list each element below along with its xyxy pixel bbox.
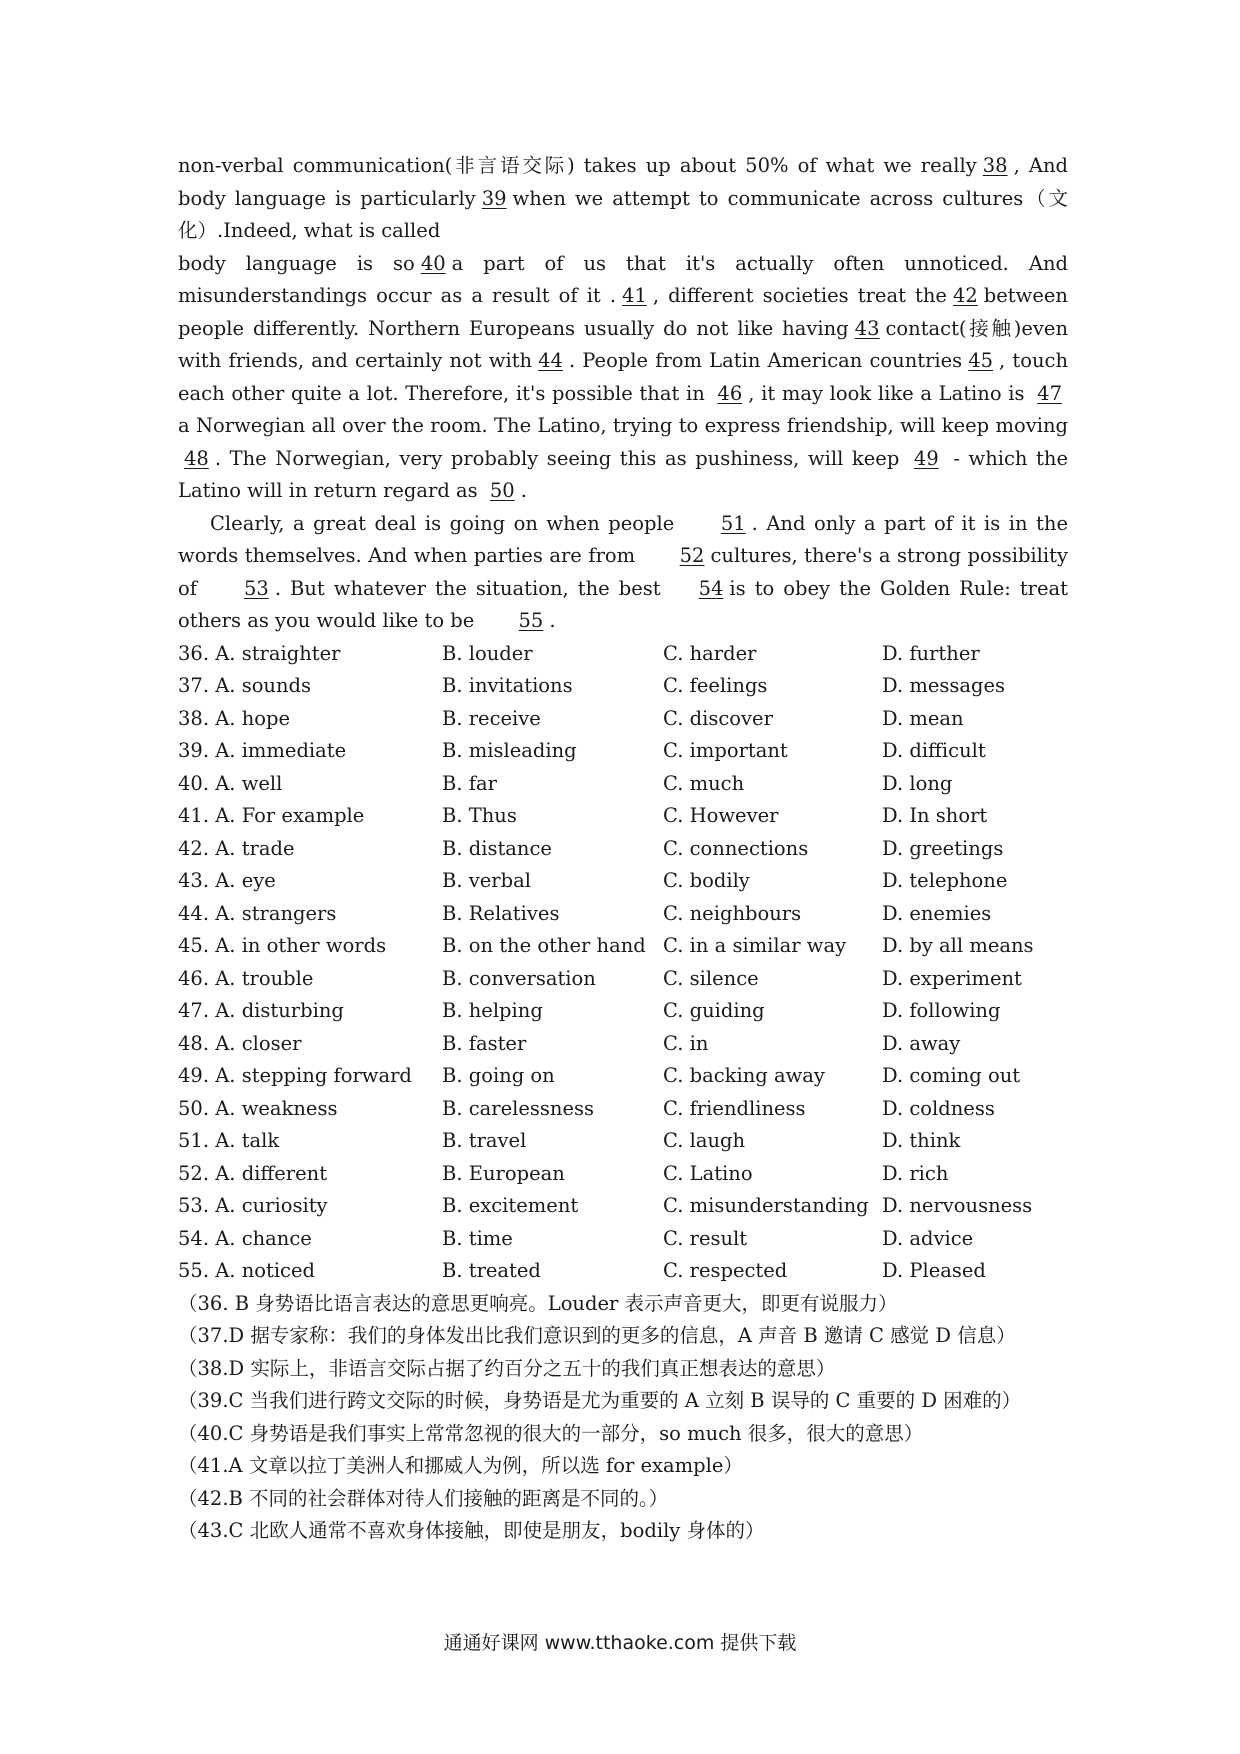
option-b: B. distance bbox=[442, 836, 552, 860]
option-b: B. excitement bbox=[442, 1194, 579, 1217]
option-row bbox=[178, 1060, 1068, 1093]
option-d: D. long bbox=[882, 771, 953, 795]
passage-text: . People from Latin American countries bbox=[568, 349, 963, 372]
answer-line: （43.C 北欧人通常不喜欢身体接触，即使是朋友，bodily 身体的） bbox=[178, 1519, 765, 1542]
option-row bbox=[178, 963, 1068, 996]
passage-text: contact(接触)even with friends, and certainly not with bbox=[178, 316, 1069, 372]
page-footer: 通通好课网 www.tthaoke.com 提供下载 bbox=[443, 1632, 797, 1654]
option-c: C. Latino bbox=[663, 1161, 753, 1185]
blank-49: 49 bbox=[913, 446, 939, 470]
passage-text: a part of us that it's actually often unnoticed. And misunderstandings occur as a result of it . bbox=[178, 251, 1068, 307]
option-d: D. coldness bbox=[882, 1096, 995, 1120]
option-c: C. misunderstanding bbox=[663, 1194, 869, 1217]
option-c: C. important bbox=[663, 739, 788, 762]
option-b: B. time bbox=[442, 1226, 513, 1250]
option-row bbox=[178, 638, 1068, 671]
answer-line: （38.D 实际上，非语言交际占据了约百分之五十的我们真正想表达的意思） bbox=[178, 1356, 836, 1380]
option-d: D. Pleased bbox=[882, 1259, 986, 1282]
option-b: B. louder bbox=[442, 641, 533, 665]
option-b: B. helping bbox=[442, 999, 543, 1022]
option-a: 50. A. weakness bbox=[178, 1096, 338, 1120]
option-b: B. faster bbox=[442, 1031, 527, 1055]
passage-paragraph-2 bbox=[178, 248, 1068, 508]
passage-text: . But whatever the situation, the best bbox=[274, 576, 661, 600]
option-c: C. neighbours bbox=[663, 901, 802, 925]
option-c: C. silence bbox=[663, 966, 759, 990]
option-row bbox=[178, 995, 1068, 1028]
blank-51: 51 bbox=[720, 511, 746, 535]
option-a: 39. A. immediate bbox=[178, 739, 347, 762]
option-row bbox=[178, 1158, 1068, 1191]
option-d: D. think bbox=[882, 1129, 961, 1152]
option-d: D. messages bbox=[882, 674, 1006, 697]
passage-text: , different societies treat the bbox=[652, 284, 947, 307]
option-b: B. conversation bbox=[442, 966, 596, 990]
blank-52: 52 bbox=[679, 544, 705, 567]
answer-line: （37.D 据专家称：我们的身体发出比我们意识到的更多的信息，A 声音 B 邀请 C 感觉 D 信息） bbox=[178, 1324, 1016, 1347]
blank-54: 54 bbox=[698, 576, 724, 600]
option-b: B. travel bbox=[442, 1129, 527, 1152]
option-b: B. Thus bbox=[442, 804, 517, 827]
option-b: B. Relatives bbox=[442, 901, 560, 925]
option-a: 36. A. straighter bbox=[178, 641, 341, 665]
option-a: 43. A. eye bbox=[178, 869, 276, 892]
answer-line: （41.A 文章以拉丁美洲人和挪威人为例，所以选 for example） bbox=[178, 1454, 743, 1477]
option-b: B. carelessness bbox=[442, 1096, 595, 1120]
option-c: C. laugh bbox=[663, 1129, 746, 1152]
option-b: B. receive bbox=[442, 706, 541, 730]
option-b: B. on the other hand bbox=[442, 934, 646, 957]
option-d: D. by all means bbox=[882, 934, 1034, 957]
blank-44: 44 bbox=[538, 349, 563, 372]
option-a: 41. A. For example bbox=[178, 804, 365, 827]
blank-39: 39 bbox=[481, 186, 507, 210]
passage-paragraph-1 bbox=[178, 150, 1068, 248]
blank-46: 46 bbox=[717, 381, 743, 405]
option-a: 47. A. disturbing bbox=[178, 999, 344, 1022]
option-a: 46. A. trouble bbox=[178, 966, 314, 990]
option-a: 37. A. sounds bbox=[178, 674, 312, 697]
passage-text: body language is so bbox=[178, 251, 415, 275]
option-d: D. following bbox=[882, 999, 1001, 1022]
option-row bbox=[178, 670, 1068, 703]
option-row bbox=[178, 1093, 1068, 1126]
passage-text: non-verbal communication(非言语交际) takes up about 50% of what we really bbox=[178, 154, 977, 177]
option-d: D. further bbox=[882, 641, 980, 665]
option-d: D. difficult bbox=[882, 739, 986, 762]
passage-text: a Norwegian all over the room. The Latino, trying to express friendship, will keep moving bbox=[178, 414, 1068, 437]
blank-45: 45 bbox=[968, 349, 994, 372]
option-a: 45. A. in other words bbox=[178, 934, 387, 957]
option-d: D. nervousness bbox=[882, 1194, 1033, 1217]
option-b: B. treated bbox=[442, 1259, 541, 1282]
option-row bbox=[178, 1028, 1068, 1061]
passage-text: between people differently. Northern Europeans usually do not like having bbox=[178, 284, 1068, 340]
option-a: 52. A. different bbox=[178, 1161, 328, 1185]
option-c: C. much bbox=[663, 771, 745, 795]
option-d: D. advice bbox=[882, 1226, 974, 1250]
blank-43: 43 bbox=[854, 316, 880, 340]
option-row bbox=[178, 1255, 1068, 1288]
option-c: C. result bbox=[663, 1226, 748, 1250]
passage-text: when we attempt to communicate across cultures（文化）.Indeed, what is called bbox=[178, 186, 1068, 242]
blank-42: 42 bbox=[952, 284, 978, 307]
passage-text: . And only a part of it is in the words themselves. And when parties are from bbox=[178, 511, 1068, 567]
option-c: C. in bbox=[663, 1031, 709, 1055]
passage-text: , it may look like a Latino is bbox=[748, 381, 1032, 405]
option-row bbox=[178, 930, 1068, 963]
option-b: B. invitations bbox=[442, 674, 573, 697]
blank-38: 38 bbox=[982, 154, 1008, 177]
option-b: B. European bbox=[442, 1161, 565, 1185]
option-row bbox=[178, 703, 1068, 736]
passage-text: is to obey the Golden Rule: treat others as you would like to be bbox=[178, 576, 1068, 632]
option-c: C. harder bbox=[663, 641, 757, 665]
blank-41: 41 bbox=[622, 284, 647, 307]
document-page bbox=[178, 150, 1068, 1548]
option-b: B. going on bbox=[442, 1064, 555, 1087]
option-a: 51. A. talk bbox=[178, 1129, 280, 1152]
answer-line: （36. B 身势语比语言表达的意思更响亮。Louder 表示声音更大，即更有说服力） bbox=[178, 1291, 898, 1315]
option-a: 53. A. curiosity bbox=[178, 1194, 328, 1217]
option-row bbox=[178, 735, 1068, 768]
blank-40: 40 bbox=[420, 251, 446, 275]
option-a: 49. A. stepping forward bbox=[178, 1064, 412, 1087]
option-d: D. enemies bbox=[882, 901, 992, 925]
answer-line: （40.C 身势语是我们事实上常常忽视的很大的一部分，so much 很多，很大的意思） bbox=[178, 1421, 924, 1445]
option-d: D. rich bbox=[882, 1161, 949, 1185]
option-row bbox=[178, 865, 1068, 898]
blank-53: 53 bbox=[243, 576, 269, 600]
option-c: C. However bbox=[663, 804, 779, 827]
passage-paragraph-3 bbox=[178, 508, 1068, 638]
option-a: 40. A. well bbox=[178, 771, 283, 795]
option-d: D. mean bbox=[882, 706, 964, 730]
option-row bbox=[178, 898, 1068, 931]
blank-47: 47 bbox=[1037, 381, 1062, 405]
options-list bbox=[178, 638, 1068, 1288]
option-c: C. discover bbox=[663, 706, 773, 730]
option-a: 42. A. trade bbox=[178, 836, 295, 860]
option-c: C. feelings bbox=[663, 674, 768, 697]
option-row bbox=[178, 800, 1068, 833]
option-b: B. verbal bbox=[442, 869, 531, 892]
blank-55: 55 bbox=[518, 609, 544, 632]
blank-50: 50 bbox=[489, 479, 515, 502]
option-d: D. experiment bbox=[882, 966, 1022, 990]
option-a: 44. A. strangers bbox=[178, 901, 337, 925]
option-a: 55. A. noticed bbox=[178, 1259, 316, 1282]
answer-explanations bbox=[178, 1288, 1068, 1548]
option-d: D. greetings bbox=[882, 836, 1004, 860]
option-c: C. bodily bbox=[663, 869, 750, 892]
option-b: B. far bbox=[442, 771, 497, 795]
passage-text: , touch each other quite a lot. Therefore, it's possible that in bbox=[178, 349, 1069, 405]
passage-text: - which the Latino will in return regard as bbox=[178, 446, 1068, 502]
option-b: B. misleading bbox=[442, 739, 577, 762]
option-row bbox=[178, 1190, 1068, 1223]
answer-line: （42.B 不同的社会群体对待人们接触的距离是不同的。） bbox=[178, 1486, 669, 1510]
passage-text: . The Norwegian, very probably seeing this as pushiness, will keep bbox=[214, 446, 908, 470]
option-row bbox=[178, 1125, 1068, 1158]
option-c: C. backing away bbox=[663, 1064, 825, 1087]
option-d: D. In short bbox=[882, 804, 988, 827]
option-c: C. connections bbox=[663, 836, 809, 860]
option-a: 54. A. chance bbox=[178, 1226, 312, 1250]
answer-line: （39.C 当我们进行跨文交际的时候，身势语是尤为重要的 A 立刻 B 误导的 C 重要的 D 困难的） bbox=[178, 1389, 1022, 1412]
option-a: 48. A. closer bbox=[178, 1031, 302, 1055]
option-a: 38. A. hope bbox=[178, 706, 291, 730]
option-d: D. telephone bbox=[882, 869, 1008, 892]
passage-text: . bbox=[549, 609, 556, 632]
option-d: D. away bbox=[882, 1031, 961, 1055]
option-row bbox=[178, 833, 1068, 866]
option-row bbox=[178, 1223, 1068, 1256]
passage-text: cultures, there's a strong possibility of bbox=[178, 544, 1068, 600]
passage-text: , And body language is particularly bbox=[178, 154, 1068, 210]
option-c: C. friendliness bbox=[663, 1096, 806, 1120]
option-c: C. in a similar way bbox=[663, 934, 847, 957]
passage-text: Clearly, a great deal is going on when people bbox=[210, 511, 683, 535]
option-row bbox=[178, 768, 1068, 801]
option-c: C. guiding bbox=[663, 999, 765, 1022]
blank-48: 48 bbox=[184, 446, 209, 470]
option-c: C. respected bbox=[663, 1259, 788, 1282]
passage-text: . bbox=[520, 479, 527, 502]
option-d: D. coming out bbox=[882, 1064, 1021, 1087]
